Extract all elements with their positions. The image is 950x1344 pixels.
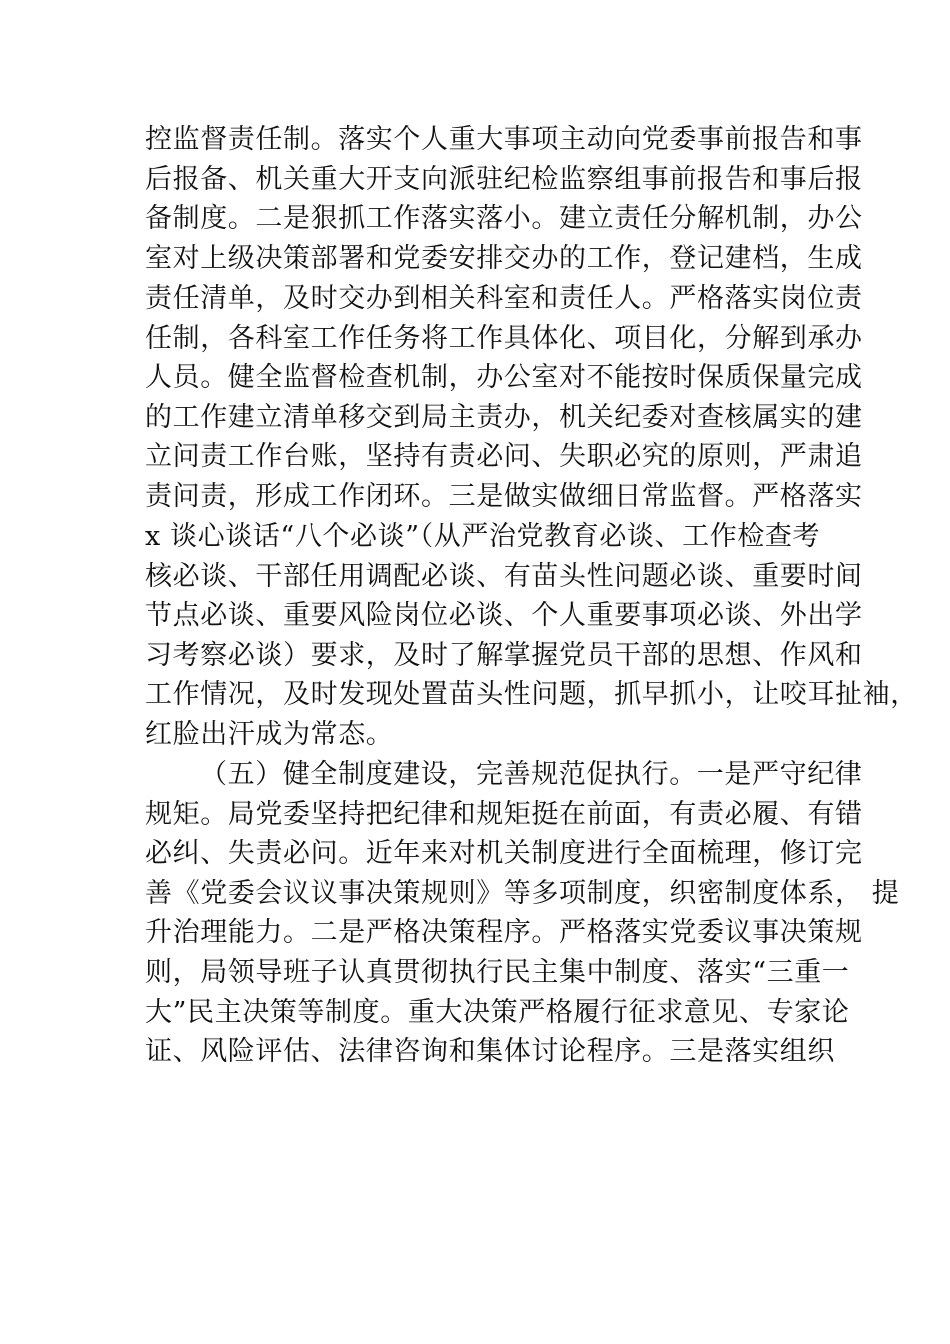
text-line-24: 证、风险评估、法律咨询和集体讨论程序。三是落实组织 — [145, 1036, 835, 1067]
text-line-1: 控监督责任制。落实个人重大事项主动向党委事前报告和事 — [145, 124, 863, 155]
text-line-4: 室对上级决策部署和党委安排交办的工作，登记建档，生成 — [145, 243, 863, 274]
text-line-5: 责任清单，及时交办到相关科室和责任人。严格落实岗位责 — [145, 283, 863, 314]
text-line-20: 善《党委会议议事决策规则》等多项制度，织密制度体系， 提 — [145, 878, 900, 909]
text-line-10: 责问责，形成工作闭环。三是做实做细日常监督。严格落实 — [145, 481, 863, 512]
text-line-21: 升治理能力。二是严格决策程序。严格落实党委议事决策规 — [145, 917, 863, 948]
text-line-22: 则，局领导班子认真贯彻执行民主集中制度、落实“三重一 — [145, 957, 850, 988]
text-line-12: 核必谈、干部任用调配必谈、有苗头性问题必谈、重要时间 — [145, 561, 863, 592]
text-line-7: 人员。健全监督检查机制，办公室对不能按时保质保量完成 — [145, 362, 863, 393]
text-line-18: 规矩。局党委坚持把纪律和规矩挺在前面，有责必履、有错 — [145, 799, 863, 830]
paragraph-heading-line: （五）健全制度建设，完善规范促执行。一是严守纪律 — [200, 759, 863, 790]
text-line-6: 任制，各科室工作任务将工作具体化、项目化，分解到承办 — [145, 323, 863, 354]
text-line-13: 节点必谈、重要风险岗位必谈、个人重要事项必谈、外出学 — [145, 600, 863, 631]
text-line-11: x 谈心谈话“八个必谈”（从严治党教育必谈、工作检查考 — [145, 521, 821, 552]
text-line-19: 必纠、失责必问。近年来对机关制度进行全面梳理，修订完 — [145, 838, 863, 869]
text-line-23: 大”民主决策等制度。重大决策严格履行征求意见、专家论 — [145, 997, 850, 1028]
text-line-16: 红脸出汗成为常态。 — [145, 719, 394, 750]
text-line-14: 习考察必谈）要求，及时了解掌握党员干部的思想、作风和 — [145, 640, 863, 671]
text-line-15: 工作情况，及时发现处置苗头性问题，抓早抓小，让咬耳扯袖， — [145, 679, 918, 710]
text-line-9: 立问责工作台账，坚持有责必问、失职必究的原则，严肃追 — [145, 441, 863, 472]
text-line-8: 的工作建立清单移交到局主责办，机关纪委对查核属实的建 — [145, 402, 863, 433]
text-line-2: 后报备、机关重大开支向派驻纪检监察组事前报告和事后报 — [145, 164, 863, 195]
text-line-3: 备制度。二是狠抓工作落实落小。建立责任分解机制，办公 — [145, 203, 863, 234]
